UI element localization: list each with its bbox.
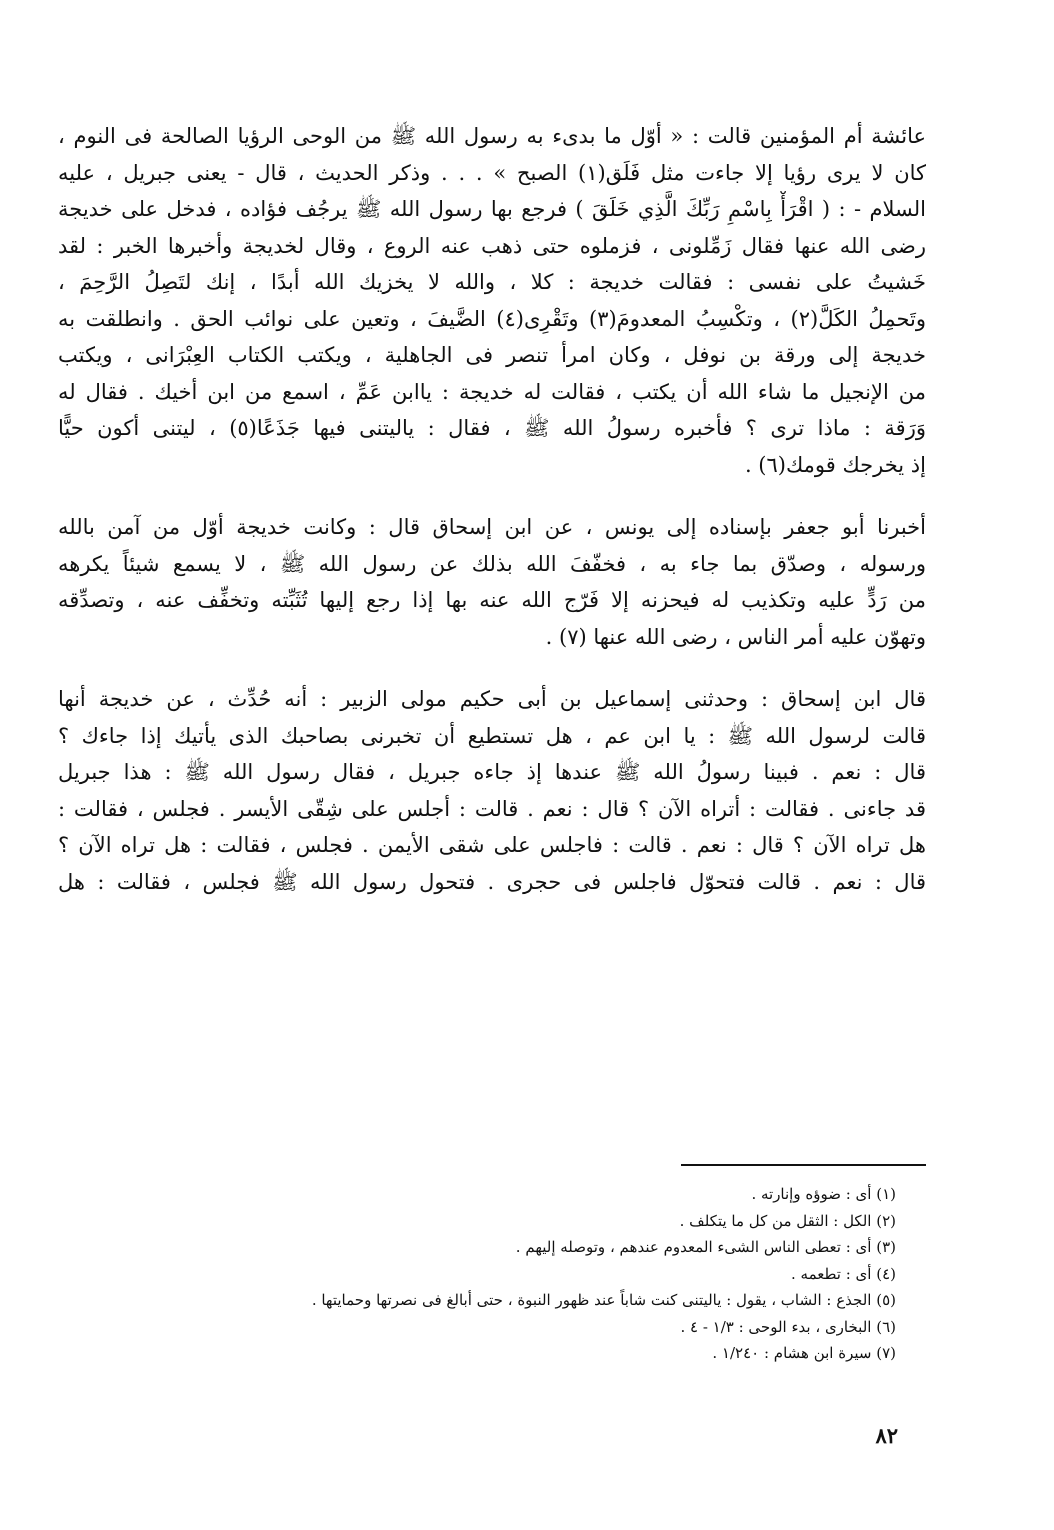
text-line: وَرَقة : ماذا ترى ؟ فأخبره رسولُ الله ﷺ ، فقال : ياليتنى فيها جَذَعًا(٥) ، ليتنى أكون حيًّا — [58, 416, 926, 440]
footnote-divider — [681, 1164, 926, 1166]
footnote: (٧) سيرة ابن هشام : ١/٢٤٠ . — [712, 1344, 896, 1362]
text-line: رضى الله عنها فقال زَمِّلونى ، فزملوه حتى ذهب عنه الروع ، وقال لخديجة وأخبرها الخبر : لقد — [58, 233, 926, 258]
text-line: قال : نعم . قالت فتحوّل فاجلس فى حجرى . فتحول رسول الله ﷺ فجلس ، فقالت : هل — [58, 869, 926, 894]
footnote: (٦) البخارى ، بدء الوحى : ١/٣ - ٤ . — [680, 1317, 896, 1336]
footnote: (١) أى : ضوؤه وإنارته . — [751, 1185, 896, 1203]
text-line: خديجة إلى ورقة بن نوفل ، وكان امرأ تنصر فى الجاهلية ، ويكتب الكتاب العِبْرَانى ، ويكتب — [58, 343, 926, 367]
text-line: من رَدٍّ عليه وتكذيب له فيحزنه إلا فَرّج الله عنه بها إذا رجع إليها تُثَبِّته وتخفِّف عنه ، وتصدِّقه — [58, 588, 926, 612]
footnote: (٣) أى : تعطى الناس الشىء المعدوم عندهم ، وتوصله إليهم . — [515, 1238, 896, 1256]
footnote: (٢) الكل : الثقل من كل ما يتكلف . — [679, 1211, 896, 1230]
text-line: ورسوله ، وصدّق بما جاء به ، فخفّفَ الله بذلك عن رسول الله ﷺ ، لا يسمع شيئاً يكرهه — [58, 551, 926, 576]
footnotes-list — [58, 1181, 896, 1367]
text-line: هل تراه الآن ؟ قال : نعم . قالت : فاجلس على شقى الأيمن . فجلس ، فقالت : هل تراه الآن ؟ — [58, 833, 926, 857]
text-line: خَشيتُ على نفسى : فقالت خديجة : كلا ، والله لا يخزيك الله أبدًا ، إنك لتَصِلُ الرَّحِمَ ، — [58, 270, 926, 294]
paragraph-2 — [58, 509, 926, 655]
text-line: أخبرنا أبو جعفر بإسناده إلى يونس ، عن ابن إسحاق قال : وكانت خديجة أوّل من آمن بالله — [58, 515, 926, 539]
text-line: كان لا يرى رؤيا إلا جاءت مثل فَلَق(١) الصبح » . . . وذكر الحديث ، قال - يعنى جبريل ، عليه — [58, 160, 926, 185]
text-line: إذ يخرجك قومك(٦) . — [744, 452, 926, 477]
page-body — [58, 118, 926, 1448]
text-line: قالت لرسول الله ﷺ : يا ابن عم ، هل تستطيع أن تخبرنى بصاحبك الذى يأتيك إذا جاءك ؟ — [58, 723, 926, 748]
text-line: السلام - : ( اقْرَأْ بِاسْمِ رَبِّكَ الَّذِي خَلَقَ ) فرجع بها رسول الله ﷺ يرجُف فؤاده ، فدخل على خديجة — [58, 197, 926, 221]
paragraph-3 — [58, 681, 926, 900]
text-line: قال : نعم . فبينا رسولُ الله ﷺ عندها إذ جاءه جبريل ، فقال رسول الله ﷺ : هذا جبريل — [58, 760, 926, 784]
text-line: من الإنجيل ما شاء الله أن يكتب ، فقالت له خديجة : ياابن عَمِّ ، اسمع من ابن أخيك . فقال له — [58, 379, 926, 404]
page-number: ٨٢ — [875, 1423, 898, 1448]
text-line: قال ابن إسحاق : وحدثنى إسماعيل بن أبى حكيم مولى الزبير : أنه حُدِّث ، عن خديجة أنها — [58, 687, 926, 711]
text-line: قد جاءنى . فقالت : أتراه الآن ؟ قال : نعم . قالت : أجلس على شِقّى الأيسر . فجلس ، فقالت : — [58, 796, 926, 821]
footnote: (٤) أى : تطعمه . — [790, 1264, 896, 1283]
paragraph-1 — [58, 118, 926, 483]
text-line: عائشة أم المؤمنين قالت : « أوّل ما بدىء به رسول الله ﷺ من الوحى الرؤيا الصالحة فى النوم ، — [58, 124, 926, 148]
footnote: (٥) الجذع : الشاب ، يقول : ياليتنى كنت شاباً عند ظهور النبوة ، حتى أبالغ فى نصرتها وحمايتها . — [311, 1291, 896, 1309]
text-line: وتهوّن عليه أمر الناس ، رضى الله عنها (٧) . — [545, 624, 926, 649]
text-line: وتَحمِلُ الكَلَّ(٢) ، وتكْسِبُ المعدومَ(٣) وتَقْرِى(٤) الضَّيفَ ، وتعين على نوائب الحق . وانطلقت به — [58, 306, 926, 331]
